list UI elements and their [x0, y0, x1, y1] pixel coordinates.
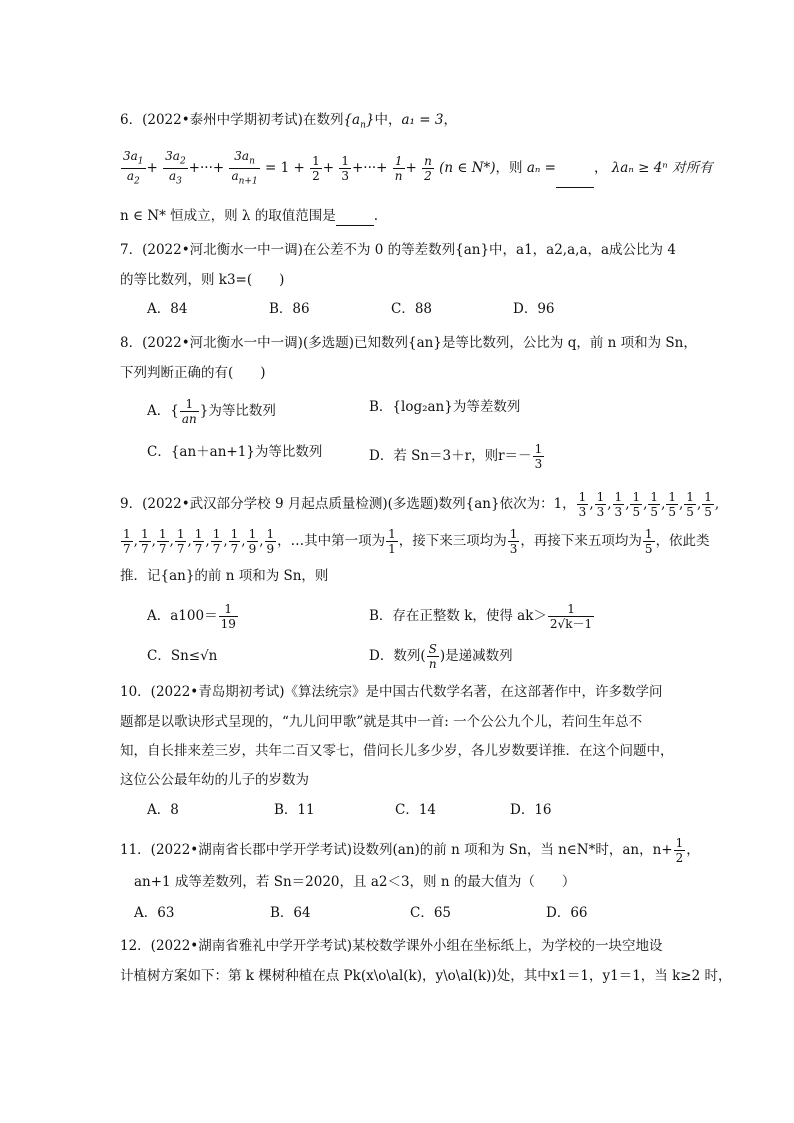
q8-option-a[interactable]: A．{ $\frac{1}{an}$ }为等比数列 [147, 397, 276, 426]
q10-line-2: 题都是以歌诀形式呈现的，“九儿问甲歌”就是其中一首: 一个公公九个儿，若问生年总不 [120, 714, 643, 730]
q9-option-b[interactable]: B．存在正整数 k，使得 ak＞ $\frac{1}{2√k-1}$ [369, 602, 593, 631]
q10-option-a[interactable]: A．8 [147, 802, 179, 818]
q6-line-3: n ∈ N* 恒成立，则 λ 的取值范围是 . [120, 208, 379, 224]
q9-options-row-2 [147, 638, 513, 674]
q10-line-4: 这位公公最年幼的儿子的岁数为 [120, 772, 309, 788]
q9-line-1: 9．(2022•武汉部分学校 9 月起点质量检测)(多选题)数列{an}依次为：1， $\frac{1}{3}$ , $\frac{1}{3}$ , $\frac{1}{3}$ , $\frac{1}{5}$ , $\frac{1}{5}$ , $\frac{1}{5}$ , $\frac{1}{5}$ , $\frac{1}{5}$ , [120, 490, 720, 519]
q11-option-c[interactable]: C．65 [410, 905, 452, 921]
q11-option-d[interactable]: D．66 [546, 905, 588, 921]
q9-options-row-1 [147, 596, 595, 636]
answer-blank-2[interactable] [336, 211, 374, 226]
q8-option-c[interactable]: C．{an＋an+1}为等比数列 [147, 444, 323, 460]
q9-option-d[interactable]: D．数列( $\frac{S}{n}$ )是递减数列 [369, 642, 513, 671]
q7-line-1: 7．(2022•河北衡水一中一调)在公差不为 0 的等差数列{an}中，a1，a2,a,a，a成公比为 4 [120, 242, 676, 258]
q11-options [134, 903, 588, 923]
q8-options-row-2 [147, 442, 545, 471]
q6-line-2: $\frac{3a_1}{a_2}$ + $\frac{3a_2}{a_3}$ +···+ $\frac{3a_n}{a_{n+1}}$ = 1 + $\frac{1}{2}$ + $\frac{1}{3}$ +···+ $\frac{1}{n}$ + $\frac{n}{2}$ (n ∈ N*)，则 aₙ = ， λaₙ ≥ 4ⁿ 对所有 [123, 148, 713, 187]
q9-line-3: 推．记{an}的前 n 项和为 Sn，则 [120, 568, 329, 584]
q10-line-1: 10．(2022•青岛期初考试)《算法统宗》是中国古代数学名著，在这部著作中，许多数学问 [120, 684, 663, 700]
q10-option-c[interactable]: C．14 [395, 802, 437, 818]
q10-options [147, 800, 552, 820]
q8-option-d[interactable]: D．若 Sn＝3＋r，则r＝－ $\frac{1}{3}$ [369, 442, 543, 471]
q10-option-d[interactable]: D．16 [510, 802, 552, 818]
q6-line-1: 6．(2022•泰州中学期初考试)在数列$\{a_n\}$中，a₁ = 3， [120, 112, 457, 131]
q7-options [147, 299, 555, 319]
q8-option-b[interactable]: B．{log₂an}为等差数列 [369, 399, 521, 415]
answer-blank-1[interactable] [556, 173, 594, 188]
q11-option-b[interactable]: B．64 [270, 905, 311, 921]
q9-option-c[interactable]: C．Sn≤√n [147, 648, 218, 664]
q10-option-b[interactable]: B．11 [274, 802, 315, 818]
q7-option-a[interactable]: A．84 [147, 301, 188, 317]
q11-line-2: an+1 成等差数列，若 Sn＝2020，且 a2＜3，则 n 的最大值为（ ） [134, 874, 576, 890]
q11-option-a[interactable]: A．63 [134, 905, 175, 921]
q11-line-1: 11．(2022•湖南省长郡中学开学考试)设数列(an)的前 n 项和为 Sn，当 n∈N*时，an，n+ $\frac{1}{2}$ ， [120, 836, 700, 865]
q9-option-a[interactable]: A．a100＝ $\frac{1}{19}$ [147, 602, 236, 631]
q8-line-1: 8．(2022•河北衡水一中一调)(多选题)已知数列{an}是等比数列，公比为 q，前 n 项和为 Sn， [120, 335, 697, 351]
q12-line-1: 12．(2022•湖南省雅礼中学开学考试)某校数学课外小组在坐标纸上，为学校的一块空地设 [120, 938, 663, 954]
q9-line-2: $\frac{1}{7}$ , $\frac{1}{7}$ , $\frac{1}{7}$ , $\frac{1}{7}$ , $\frac{1}{7}$ , $\frac{1}{7}$ , $\frac{1}{7}$ , $\frac{1}{9}$ , $\frac{1}{9}$ ，…其中第一项为 $\frac{1}{1}$ ，接下来三项均为 $\frac{1}{3}$ ，再接下来五项均为 $\frac{1}{5}$ ，依此类 [123, 527, 710, 556]
q7-line-2: 的等比数列，则 k3=( ) [120, 272, 285, 288]
q7-option-b[interactable]: B．86 [269, 301, 310, 317]
q8-line-2: 下列判断正确的有( ) [120, 365, 266, 381]
q12-line-2: 计植树方案如下：第 k 棵树种植在点 Pk(x\o\al(k)，y\o\al(k))处，其中x1＝1，y1＝1，当 k≥2 时， [120, 968, 732, 984]
q7-option-d[interactable]: D．96 [513, 301, 555, 317]
q8-options-row-1 [147, 397, 520, 426]
q7-option-c[interactable]: C．88 [391, 301, 433, 317]
q10-line-3: 知，自长排来差三岁，共年二百又零七，借问长儿多少岁，各儿岁数要详推．在这个问题中， [120, 743, 674, 759]
